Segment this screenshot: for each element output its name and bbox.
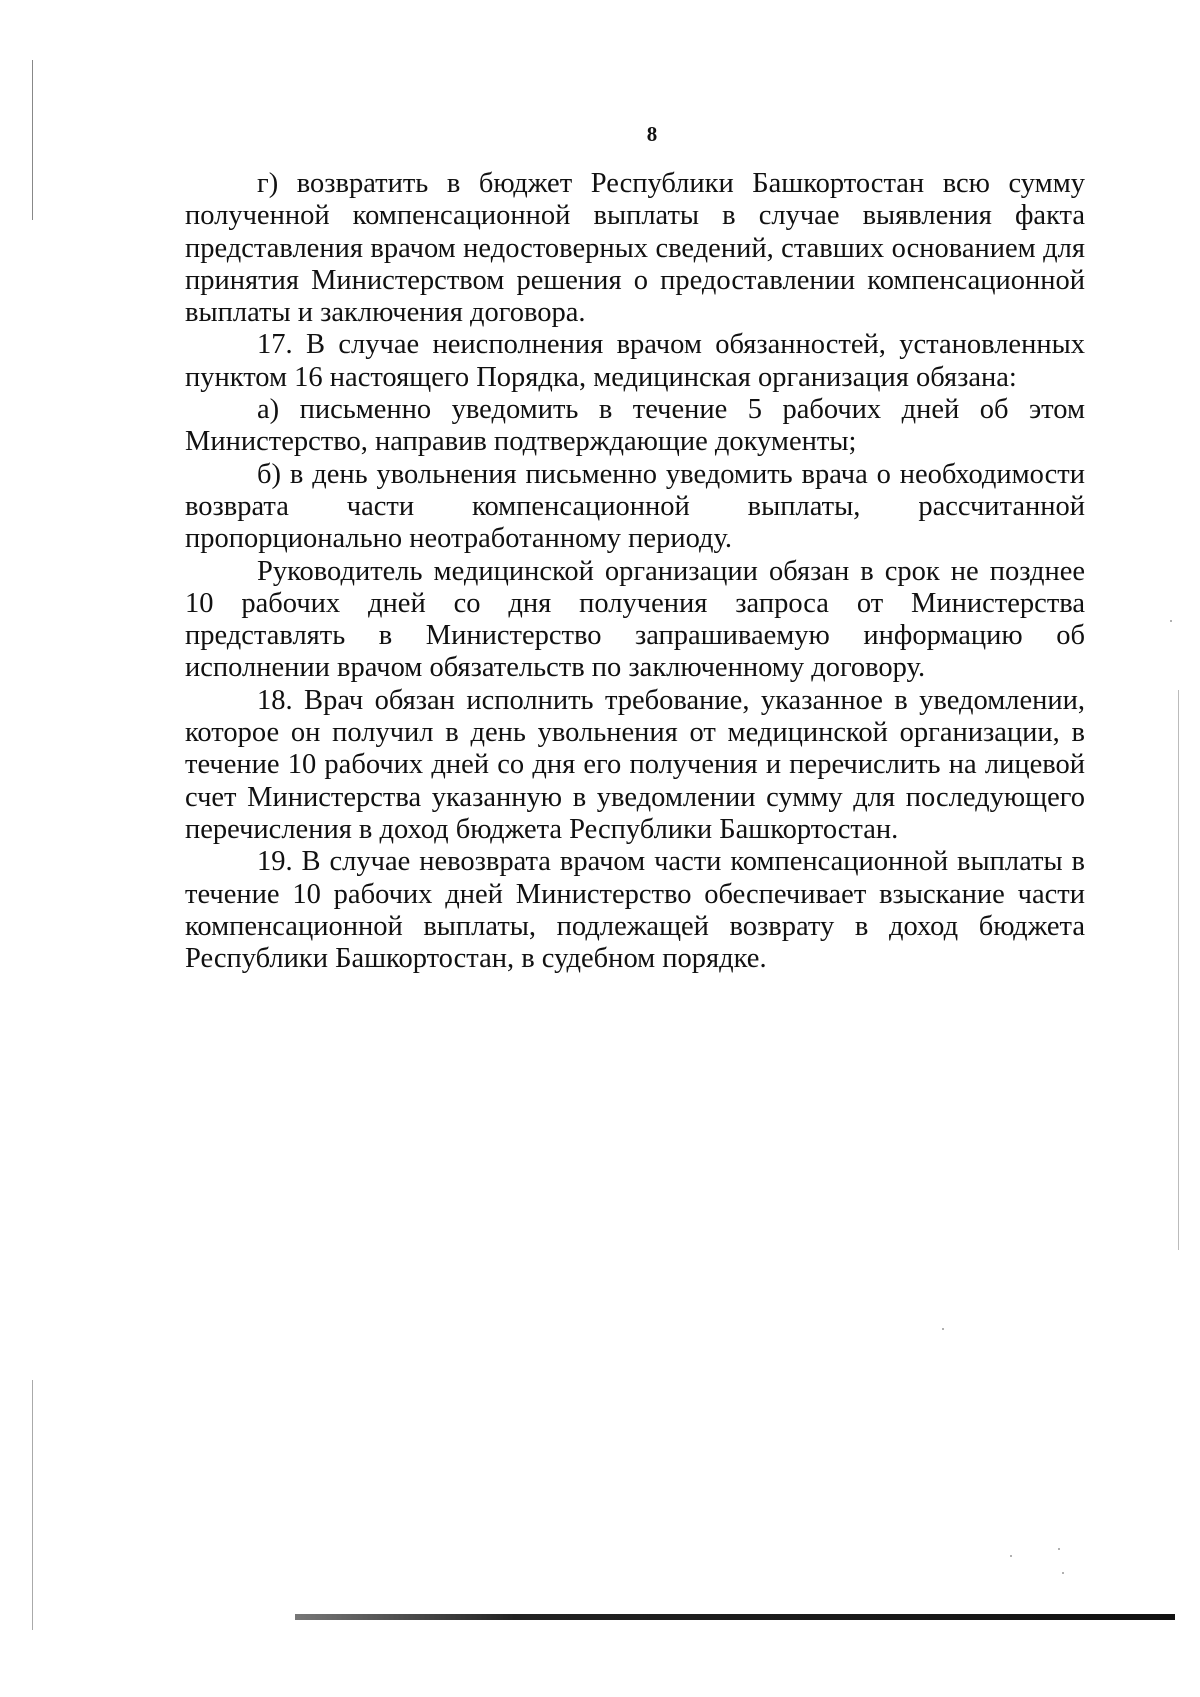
scan-speck <box>1010 1555 1012 1557</box>
page-number: 8 <box>646 122 658 146</box>
paragraph-17a: а) письменно уведомить в течение 5 рабочих дней об этом Министерство, направив подтверждающие документы; <box>185 394 1085 458</box>
paragraph-head-obligation: Руководитель медицинской организации обязан в срок не позднее 10 рабочих дней со дня получения запроса от Министерства представлять в Министерство запрашиваемую информацию об исполнении врачом обязательств по заключенному договору. <box>185 555 1085 684</box>
scan-artifact-left-edge <box>32 60 33 220</box>
scan-speck <box>1062 1572 1064 1574</box>
paragraph-17: 17. В случае неисполнения врачом обязанностей, установленных пунктом 16 настоящего Порядка, медицинская организация обязана: <box>185 329 1085 393</box>
paragraph-18: 18. Врач обязан исполнить требование, указанное в уведомлении, которое он получил в день увольнения от медицинской организации, в течение 10 рабочих дней со дня его получения и перечислить на лицевой счет Министерства указанную в уведомлении сумму для последующего перечисления в доход бюджета Республики Башкортостан. <box>185 684 1085 845</box>
scan-artifact-right-edge <box>1178 690 1179 1250</box>
scan-speck <box>1058 1548 1060 1550</box>
paragraph-17b: б) в день увольнения письменно уведомить врача о необходимости возврата части компенсационной выплаты, рассчитанной пропорционально неотработанному периоду. <box>185 458 1085 555</box>
scan-speck <box>1170 620 1172 622</box>
scan-artifact-bottom-bar <box>295 1614 1175 1620</box>
scan-speck <box>942 1328 944 1330</box>
paragraph-19: 19. В случае невозврата врачом части компенсационной выплаты в течение 10 рабочих дней Министерство обеспечивает взыскание части компенсационной выплаты, подлежащей возврату в доход бюджета Республики Башкортостан, в судебном порядке. <box>185 846 1085 975</box>
paragraph-g: г) возвратить в бюджет Республики Башкортостан всю сумму полученной компенсационной выплаты в случае выявления факта представления врачом недостоверных сведений, ставших основанием для принятия Министерством решения о предоставлении компенсационной выплаты и заключения договора. <box>185 168 1085 329</box>
scan-artifact-left-edge-lower <box>32 1380 33 1630</box>
document-body <box>185 168 1085 975</box>
